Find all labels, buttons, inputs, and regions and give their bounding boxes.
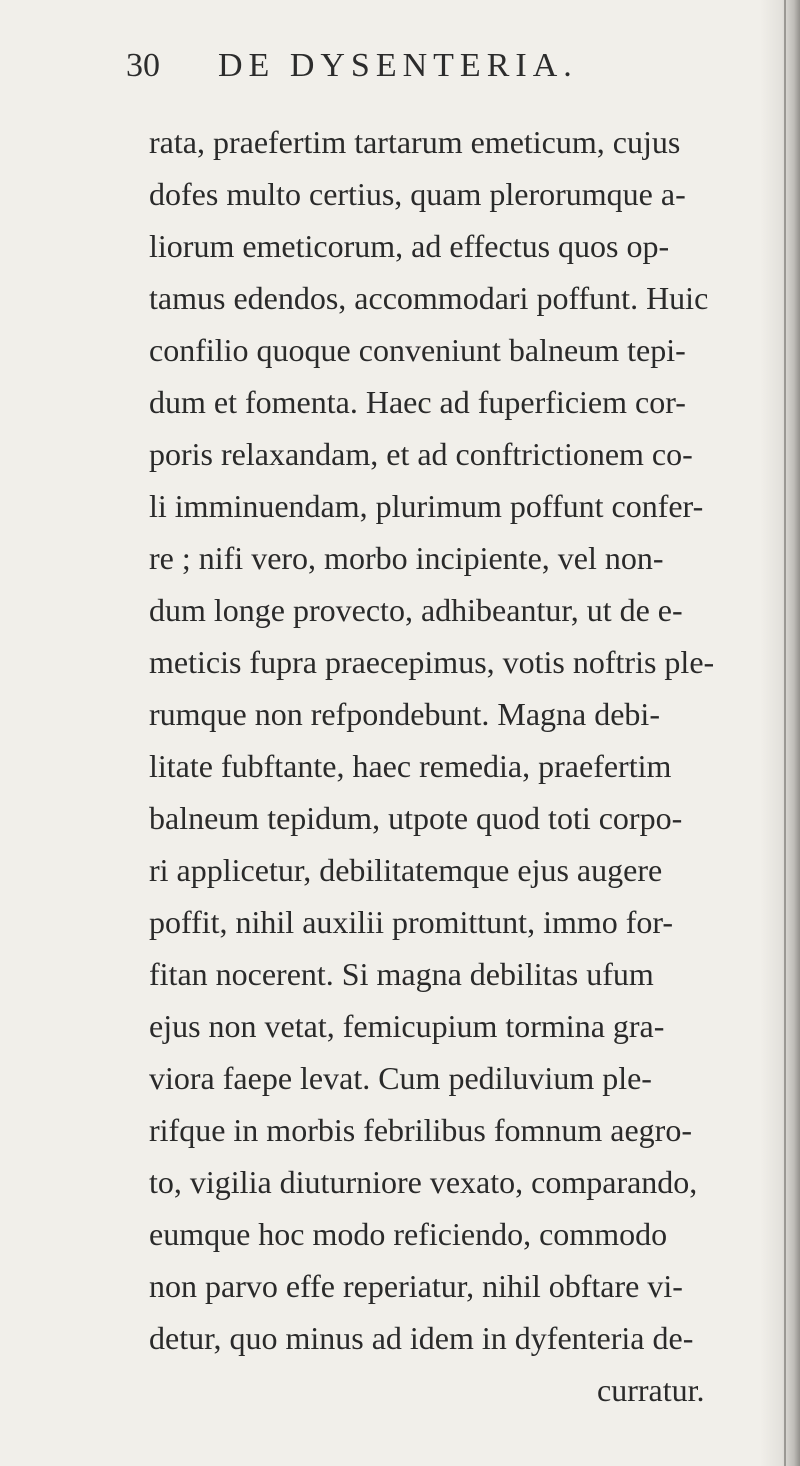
body-text [149,116,769,1416]
text-line: eumque hoc modo reficiendo, commodo [149,1216,668,1252]
running-head: DE DYSENTERIA. [218,47,578,84]
text-line: balneum tepidum, utpote quod toti corpo- [149,800,683,836]
text-line: litate fubftante, haec remedia, praefertim [149,748,672,784]
text-line: dum et fomenta. Haec ad fuperficiem cor- [149,384,686,420]
text-line: rumque non refpondebunt. Magna debi- [149,696,660,732]
text-line: poffit, nihil auxilii promittunt, immo for- [149,904,674,940]
page-number: 30 [126,47,160,84]
text-line: meticis fupra praecepimus, votis noftris ple- [149,644,715,680]
text-line: dofes multo certius, quam plerorumque a- [149,176,686,212]
text-line: rata, praefertim tartarum emeticum, cujus [149,124,681,160]
text-line: tamus edendos, accommodari poffunt. Huic [149,280,709,316]
text-line: li imminuendam, plurimum poffunt confer- [149,488,704,524]
page-edge-line [784,0,786,1466]
text-line: ri applicetur, debilitatemque ejus augere [149,852,663,888]
text-line: confilio quoque conveniunt balneum tepi- [149,332,686,368]
text-line: rifque in morbis febrilibus fomnum aegro- [149,1112,692,1148]
text-line: re ; nifi vero, morbo incipiente, vel non- [149,540,664,576]
text-line: ejus non vetat, femicupium tormina gra- [149,1008,665,1044]
text-line: viora faepe levat. Cum pediluvium ple- [149,1060,652,1096]
text-line: to, vigilia diuturniore vexato, comparando, [149,1164,698,1200]
catchword: curratur. [597,1372,705,1408]
text-line: fitan nocerent. Si magna debilitas ufum [149,956,654,992]
text-line: dum longe provecto, adhibeantur, ut de e- [149,592,683,628]
text-line: liorum emeticorum, ad effectus quos op- [149,228,670,264]
text-line: poris relaxandam, et ad conftrictionem co- [149,436,693,472]
text-line: non parvo effe reperiatur, nihil obftare vi- [149,1268,683,1304]
text-line: detur, quo minus ad idem in dyfenteria de- [149,1320,694,1356]
page-header [0,46,800,106]
